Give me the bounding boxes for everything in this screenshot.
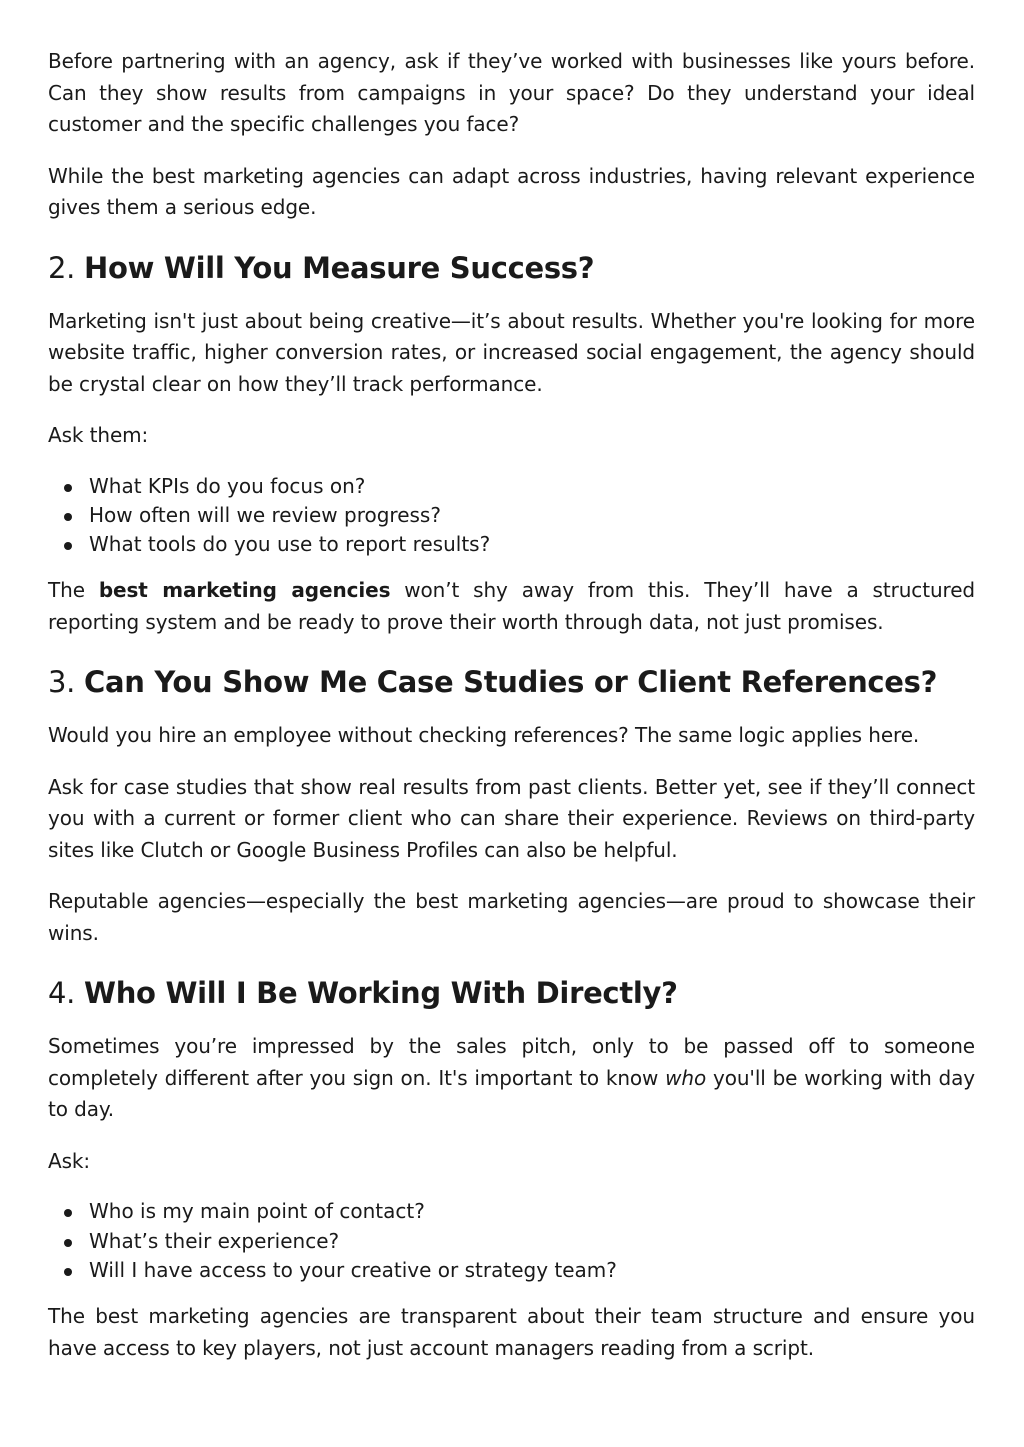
bullet-icon [64, 542, 72, 550]
section-3-title: Can You Show Me Case Studies or Client References? [84, 665, 938, 700]
list-item-text: Will I have access to your creative or strategy team? [89, 1257, 617, 1282]
section-3-heading [48, 664, 975, 700]
section-2-ask-label: Ask them: [48, 423, 149, 447]
section-2-question-list [48, 472, 975, 560]
bullet-icon [64, 1209, 72, 1217]
list-item-text: Who is my main point of contact? [89, 1199, 425, 1224]
list-item [48, 1227, 975, 1256]
section-2-closing-paragraph [48, 575, 975, 638]
section-4-ask-label: Ask: [48, 1148, 91, 1173]
closing-bold-phrase: best marketing agencies [98, 578, 391, 603]
section-4-heading [48, 975, 975, 1011]
list-item [48, 472, 975, 501]
list-item [48, 501, 975, 530]
italic-word: who [665, 1065, 707, 1090]
document-page [48, 46, 975, 1384]
section-3-number: 3. [48, 665, 76, 700]
section-4-closing-paragraph: The best marketing agencies are transparent about their team structure and ensure you have access to key players, not just account managers reading from a script. [48, 1304, 975, 1360]
section-2-number: 2. [48, 250, 76, 285]
list-item [48, 1197, 975, 1226]
paragraph-text-end: you'll be working with day to day. [48, 1065, 976, 1122]
bullet-icon [64, 1239, 72, 1247]
bullet-icon [64, 484, 72, 492]
section-2-paragraph-1: Marketing isn't just about being creative—it’s about results. Whether you're looking for more website traffic, higher conversion rates, or increased social engagement, the agency should be crystal clear on how they’ll track performance. [48, 308, 975, 396]
section-4-paragraph-1 [48, 1031, 975, 1126]
section-2-heading [48, 250, 975, 286]
list-item-text: What tools do you use to report results? [89, 532, 491, 557]
bullet-icon [64, 513, 72, 521]
section-2-title: How Will You Measure Success? [84, 250, 595, 285]
section-4-number: 4. [48, 976, 76, 1011]
list-item-text: What KPIs do you focus on? [89, 473, 366, 498]
list-item-text: How often will we review progress? [89, 502, 441, 527]
bullet-icon [64, 1268, 72, 1276]
section-4-title: Who Will I Be Working With Directly? [84, 976, 678, 1011]
section-4-question-list [48, 1197, 975, 1285]
section-3-paragraph-3: Reputable agencies—especially the best marketing agencies—are proud to showcase their wins. [48, 889, 975, 945]
intro-paragraph-2: While the best marketing agencies can adapt across industries, having relevant experience gives them a serious edge. [48, 163, 975, 219]
closing-text-start: The [48, 578, 99, 603]
section-3-paragraph-2: Ask for case studies that show real results from past clients. Better yet, see if they’ll connect you with a current or former client who can share their experience. Reviews on third-party sites like Clutch or Google Business Profiles can also be helpful. [48, 774, 975, 862]
paragraph-text-start: Sometimes you’re impressed by the sales pitch, only to be passed off to someone completely different after you sign on. It's important to know [48, 1034, 975, 1090]
section-3-paragraph-1: Would you hire an employee without checking references? The same logic applies here. [48, 723, 920, 748]
list-item [48, 1256, 975, 1285]
list-item [48, 530, 975, 559]
list-item-text: What’s their experience? [89, 1228, 340, 1253]
closing-text-end: won’t shy away from this. They’ll have a structured reporting system and be ready to prove their worth through data, not just promises. [48, 578, 976, 634]
intro-paragraph-1: Before partnering with an agency, ask if they’ve worked with businesses like yours before. Can they show results from campaigns in your space? Do they understand your ideal customer and the specific challenges you face? [48, 49, 975, 136]
